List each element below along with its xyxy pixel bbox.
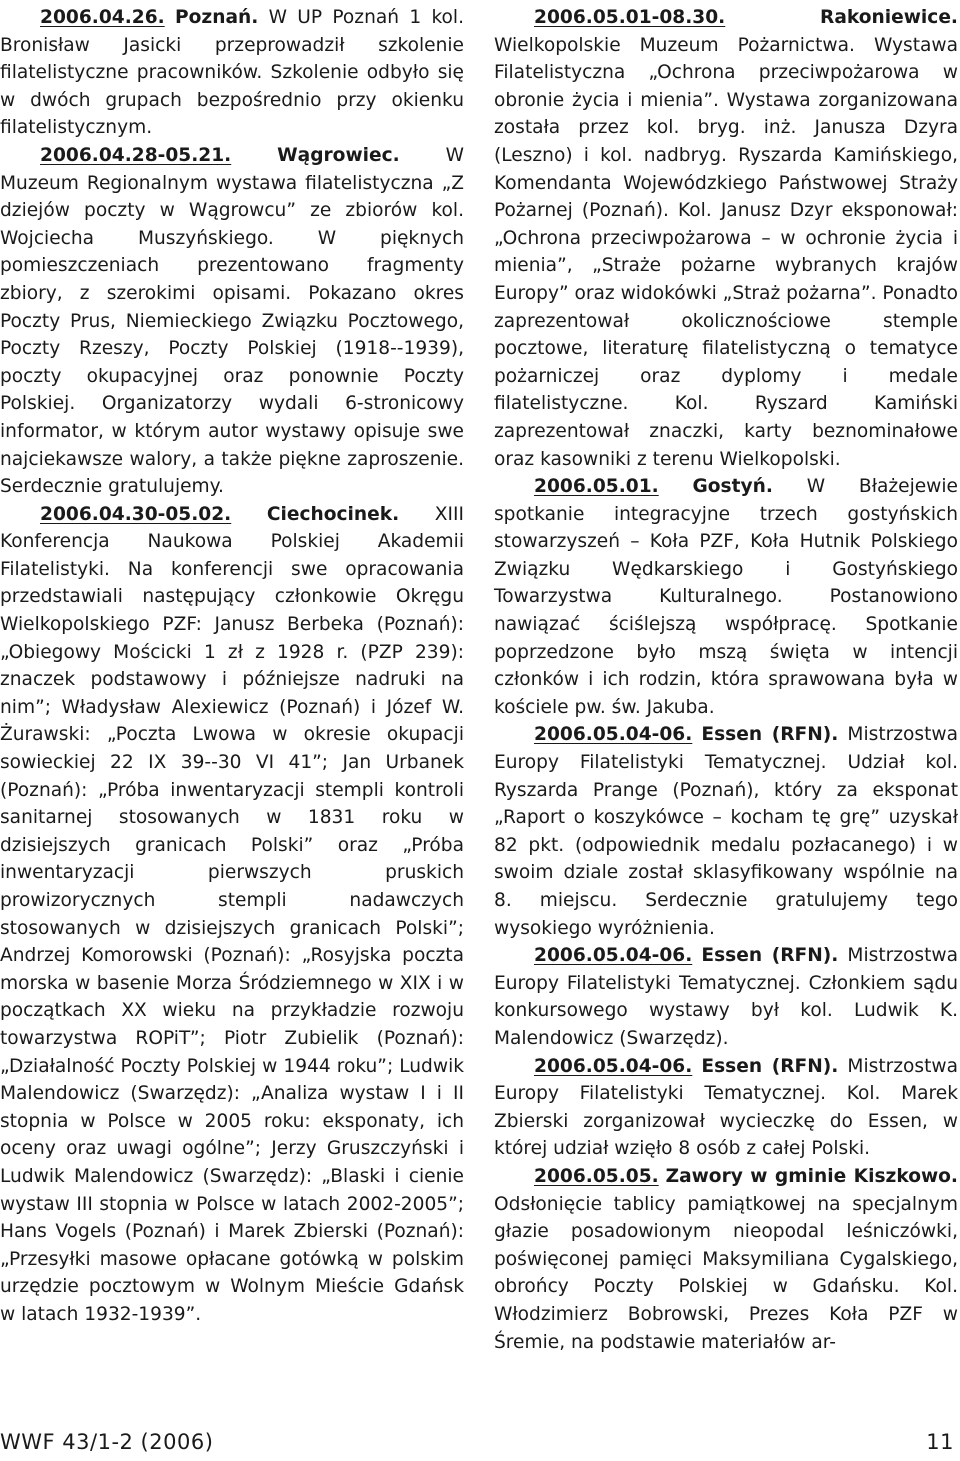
- entry-text: XIII Konferencja Naukowa Polskiej Akademii Filatelistyki. Na konferencji swe opracowania przedstawiali następujący członkowie Okręgu Wielkopolskiego PZF: Janusz Berbeka (Poznań): „Obiegowy Mościcki 1 zł z 1928 r. (PZP 239): znaczek podstawowy i późniejsze nadruki na nim”; Władysław Alexiewicz (Poznań) i Józef W. Żurawski: „Poczta Lwowa w okresie okupacji sowieckiej 22 IX 39--30 VI 41”; Jan Urbanek (Poznań): „Próba inwentaryzacji stempli kontroli sanitarnej stosowanych w 1831 roku w dzisiejszych granicach Polski” oraz „Próba inwentaryzacji pierwszych pruskich prowizorycznych stempli nadawczych stosowanych w dzisiejszych granicach Polski”; Andrzej Komorowski (Poznań): „Rosyjska poczta morska w basenie Morza Śródziemnego w XIX i w początkach XX wieku na przykładzie rozwoju towarzystwa ROPiT”; Piotr Zubielik (Poznań): „Działalność Poczty Polskiej w 1944 roku”; Ludwik Malendowicz (Swarzędz): „Analiza wystaw I i II stopnia w Polsce w 2005 roku: eksponaty, ich oceny oraz uwagi ogólne”; Jerzy Gruszczyński i Ludwik Malendowicz (Swarzędz): „Blaski i cienie wystaw III stopnia w Polsce w latach 2002-2005”; Hans Vogels (Poznań) i Marek Zbierski (Poznań): „Przesyłki masowe opłacane gotówką w polskim urzędzie pocztowym w Wolnym Mieście Gdańsk w latach 1932-1939”.: [0, 503, 464, 1325]
- entry-place: Poznań.: [175, 7, 259, 28]
- entry-text: Mistrzostwa Europy Filatelistyki Tematycznej. Udział kol. Ryszarda Prange (Poznań), który za eksponat „Raport o koszykówce – kocham tę grę” uzyskał 82 pkt. (odpowiednik medalu pozłacanego) i w swoim dziale został sklasyfikowany wspólnie na 8. miejscu. Serdecznie gratulujemy tego wysokiego wyróżnienia.: [494, 724, 958, 939]
- entry-place: Essen (RFN).: [701, 945, 839, 967]
- entry-date: 2006.05.04-06.: [534, 945, 693, 967]
- entry-date: 2006.04.26.: [40, 7, 165, 28]
- left-column: [0, 4, 464, 1329]
- news-entry: [0, 501, 464, 1329]
- page-footer: [0, 1430, 960, 1460]
- entry-date: 2006.04.28-05.21.: [40, 144, 232, 166]
- entry-date: 2006.04.30-05.02.: [40, 503, 232, 525]
- page-number: 11: [926, 1430, 954, 1454]
- right-column: [494, 4, 958, 1356]
- news-entry: [494, 1163, 958, 1356]
- entry-text: Odsłonięcie tablicy pamiątkowej na specjalnym głazie posadowionym nieopodal leśniczówki, poświęconej pamięci Maksymiliana Cygalskiego, obrońcy Poczty Polskiej w Gdańsku. Kol. Włodzimierz Bobrowski, Prezes Koła PZF w Śremie, na podstawie materiałów ar-: [494, 1193, 958, 1353]
- news-entry: [494, 1053, 958, 1163]
- news-entry: [494, 942, 958, 1052]
- entry-date: 2006.05.04-06.: [534, 1055, 693, 1077]
- entry-text: Wielkopolskie Muzeum Pożarnictwa. Wystawa Filatelistyczna „Ochrona przeciwpożarowa w obronie życia i mienia”. Wystawa zorganizowana została przez kol. bryg. inż. Janusza Dzyra (Leszno) i kol. nadbryg. Ryszarda Kamińskiego, Komendanta Wojewódzkiego Państwowej Straży Pożarnej (Poznań). Kol. Janusz Dzyr eksponował: „Ochrona przeciwpożarowa – w ochronie życia i mienia”, „Straże pożarne wybranych krajów Europy” oraz widokówki „Straż pożarna”. Ponadto zaprezentował okolicznościowe stemple pocztowe, literaturę filatelistyczną o tematyce pożarniczej oraz dyplomy i medale filatelistyczne. Kol. Ryszard Kamiński zaprezentował znaczki, karty beznominałowe oraz kasowniki z terenu Wielkopolski.: [494, 34, 958, 470]
- entry-place: Essen (RFN).: [701, 1055, 839, 1077]
- entry-text: W Błażejewie spotkanie integracyjne trzech gostyńskich stowarzyszeń – Koła PZF, Koła Hutnik Polskiego Związku Wędkarskiego i Gostyńskiego Towarzystwa Kulturalnego. Postanowiono nawiązać ściślejszą współpracę. Spotkanie poprzedzone było mszą święta w intencji członków i ich rodzin, która sprawowana była w kościele pw. św. Jakuba.: [494, 476, 958, 718]
- entry-place: Essen (RFN).: [701, 724, 839, 746]
- news-entry: [0, 142, 464, 501]
- entry-place: Rakoniewice.: [820, 7, 958, 28]
- entry-place: Gostyń.: [692, 476, 773, 498]
- entry-text: W Muzeum Regionalnym wystawa filatelistyczna „Z dziejów poczty w Wągrowcu” ze zbiorów kol. Wojciecha Muszyńskiego. W pięknych pomieszczeniach prezentowano fragmenty zbiory, z szerokimi opisami. Pokazano okres Poczty Prus, Niemieckiego Związku Pocztowego, Poczty Rzeszy, Poczty Polskiej (1918--1939), poczty okupacyjnej oraz ponownie Poczty Polskiej. Organizatorzy wydali 6-stronicowy informator, w którym autor wystawy opisuje swe najciekawsze walory, a także piękne zaproszenie. Serdecznie gratulujemy.: [0, 144, 464, 498]
- journal-issue: WWF 43/1-2 (2006): [0, 1430, 214, 1454]
- entry-text: Mistrzostwa Europy Filatelistyki Tematycznej. Kol. Marek Zbierski zorganizował wycieczkę do Essen, w której udział wzięło 8 osób z całej Polski.: [494, 1055, 958, 1160]
- entry-date: 2006.05.04-06.: [534, 724, 693, 746]
- news-entry: [494, 4, 958, 473]
- entry-date: 2006.05.05.: [534, 1165, 659, 1187]
- entry-place: Ciechocinek.: [266, 503, 400, 525]
- entry-text: Mistrzostwa Europy Filatelistyki Tematycznej. Członkiem sądu konkursowego wystawy był kol. Ludwik K. Malendowicz (Swarzędz).: [494, 945, 958, 1049]
- news-entry: [494, 473, 958, 721]
- news-entry: [0, 4, 464, 142]
- news-entry: [494, 721, 958, 942]
- entry-place: Zawory w gminie Kiszkowo.: [665, 1165, 958, 1187]
- entry-place: Wągrowiec.: [277, 144, 400, 166]
- entry-date: 2006.05.01.: [534, 476, 659, 498]
- entry-date: 2006.05.01-08.30.: [534, 7, 726, 28]
- entry-text: W UP Poznań 1 kol. Bronisław Jasicki przeprowadził szkolenie filatelistyczne pracowników. Szkolenie odbyło się w dwóch grupach bezpośrednio przy okienku filatelistycznym.: [0, 7, 464, 139]
